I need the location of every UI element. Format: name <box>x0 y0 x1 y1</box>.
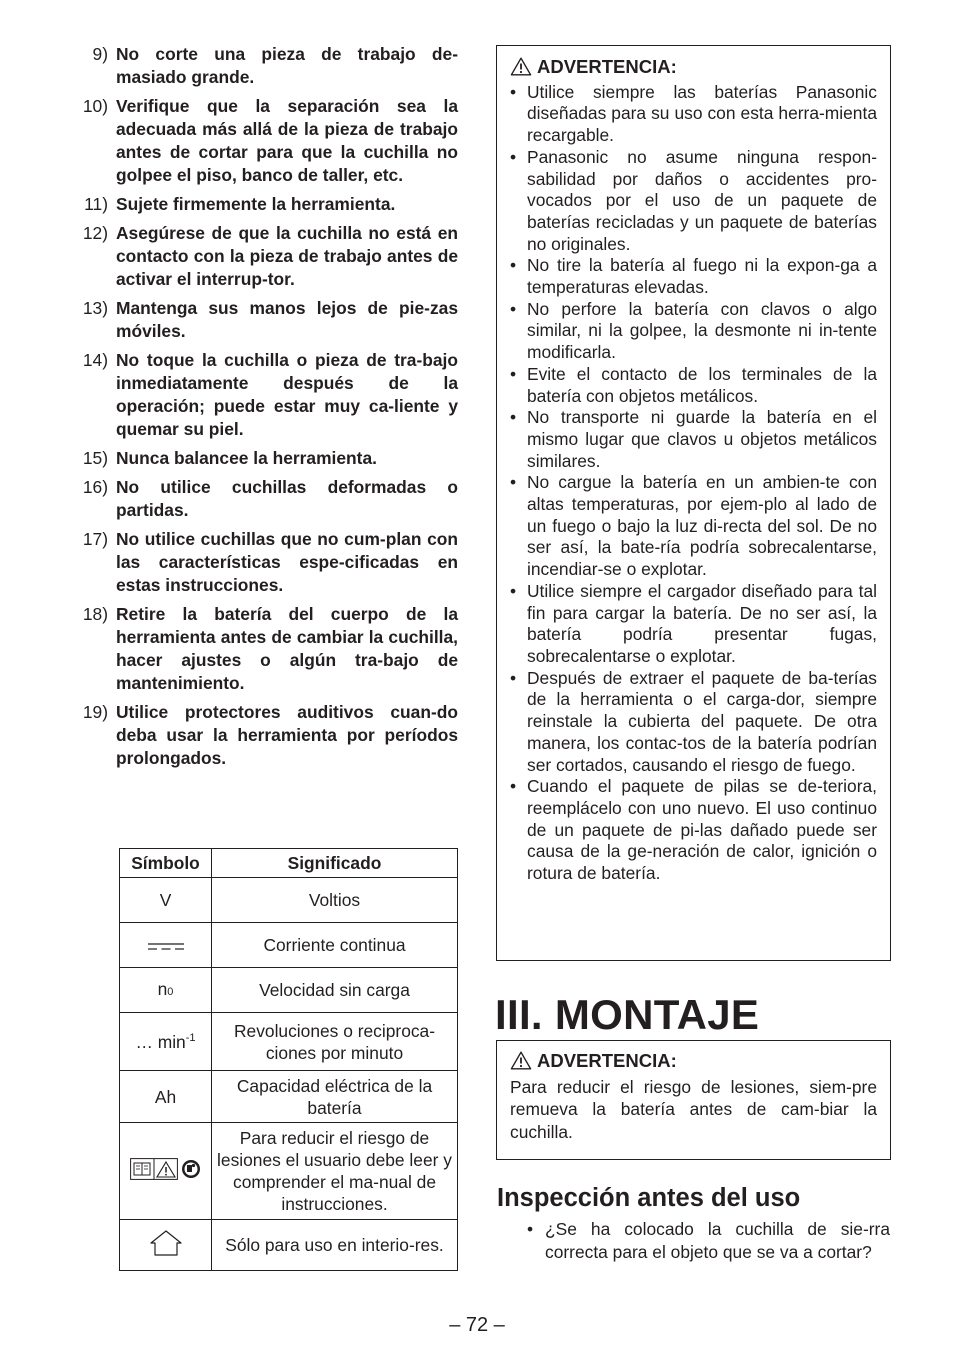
item-number: 9) <box>92 44 108 64</box>
item-text: Evite el contacto de los terminales de la batería con objetos metálicos. <box>527 363 877 406</box>
item-number: 19) <box>82 702 108 722</box>
table-row <box>120 1220 458 1271</box>
page-number: – 72 – <box>449 1314 505 1336</box>
item-text: Nunca balancee la herramienta. <box>116 448 377 468</box>
meaning-cell: Revoluciones o reciproca-ciones por minuto <box>212 1013 458 1071</box>
list-item <box>60 297 458 343</box>
item-text: No transporte ni guarde la batería en el mismo lugar que clavos u objetos metálicos similares. <box>527 407 877 471</box>
symbol-table <box>119 848 458 1271</box>
list-item <box>527 1218 890 1263</box>
list-item <box>510 364 877 407</box>
warning-triangle-icon <box>510 1051 532 1070</box>
warning-title: ADVERTENCIA: <box>537 1050 677 1071</box>
item-text: Mantenga sus manos lejos de pie-zas móviles. <box>116 298 458 341</box>
item-number: 15) <box>82 448 108 468</box>
item-text: Después de extraer el paquete de ba-terías de la herramienta o el carga-dor, siempre reinstale la cubierta del paquete. De otra manera, los contac-tos de la batería podrían ser cortados, causando el riesgo de fuego. <box>527 667 877 775</box>
meaning-cell: Voltios <box>212 878 458 923</box>
item-number: 13) <box>82 298 108 318</box>
item-text: Utilice siempre las baterías Panasonic diseñadas para su uso con esta herra-mienta recargable. <box>527 81 877 146</box>
item-text: No corte una pieza de trabajo de-masiado grande. <box>116 44 458 87</box>
subsection-title: Inspección antes del uso <box>497 1184 801 1212</box>
item-number: 17) <box>82 529 108 549</box>
symbol-text: n <box>157 978 168 999</box>
bullet: • <box>510 580 517 601</box>
item-number: 12) <box>82 223 108 243</box>
bullet: • <box>510 776 517 797</box>
indoor-use-icon <box>149 1229 183 1257</box>
inspection-list <box>527 1218 890 1263</box>
list-item <box>60 222 458 291</box>
item-text: No utilice cuchillas deformadas o partidas. <box>116 477 458 520</box>
bullet: • <box>510 667 517 688</box>
symbol-cell <box>120 1123 212 1220</box>
item-text: ¿Se ha colocado la cuchilla de sie-rra correcta para el objeto que se va a cortar? <box>545 1219 890 1262</box>
warning-heading <box>510 56 877 78</box>
bullet: • <box>527 1219 534 1239</box>
list-item <box>60 603 458 695</box>
read-manual-icons <box>130 1158 201 1180</box>
item-text: Asegúrese de que la cuchilla no está en contacto con la pieza de trabajo antes de activar el interrup-tor. <box>116 223 458 289</box>
list-item <box>510 147 877 256</box>
battery-warning-box <box>496 45 891 961</box>
item-number: 18) <box>82 604 108 624</box>
column-header-meaning: Significado <box>212 849 458 878</box>
list-item <box>60 447 458 470</box>
list-item <box>60 95 458 187</box>
bullet: • <box>510 472 517 493</box>
item-text: Panasonic no asume ninguna respon-sabilidad por daños o accidentes pro-vocados por el uso de un paquete de baterías recicladas y un paquete de baterías no originales. <box>527 146 877 254</box>
item-number: 14) <box>82 350 108 370</box>
meaning-cell: Para reducir el riesgo de lesiones el usuario debe leer y comprender el ma-nual de instrucciones. <box>212 1123 458 1220</box>
meaning-cell: Velocidad sin carga <box>212 968 458 1013</box>
table-row <box>120 1013 458 1071</box>
section-title: III. MONTAJE <box>495 991 760 1038</box>
read-instructions-icon <box>181 1159 201 1179</box>
item-text: No toque la cuchilla o pieza de tra-bajo inmediatamente después de la operación; puede estar muy ca-liente y quemar su piel. <box>116 350 458 439</box>
table-row <box>120 923 458 968</box>
item-text: Utilice protectores auditivos cuan-do deba usar la herramienta por períodos prolongados. <box>116 702 458 768</box>
column-header-symbol: Símbolo <box>120 849 212 878</box>
list-item <box>510 472 877 581</box>
list-item <box>510 407 877 472</box>
list-item <box>510 581 877 668</box>
table-row <box>120 1071 458 1123</box>
bullet: • <box>510 407 517 428</box>
list-item <box>510 299 877 364</box>
symbol-cell <box>120 968 212 1013</box>
list-item <box>510 82 877 147</box>
meaning-cell: Corriente continua <box>212 923 458 968</box>
manual-book-icon <box>130 1158 178 1180</box>
list-item <box>60 528 458 597</box>
warning-heading <box>510 1050 877 1072</box>
warning-text: Para reducir el riesgo de lesiones, siem-pre remueva la batería antes de cam-biar la cuchilla. <box>510 1076 877 1142</box>
warning-triangle-icon <box>510 57 532 76</box>
item-number: 11) <box>84 194 108 214</box>
list-item <box>60 193 458 216</box>
symbol-cell <box>120 1013 212 1071</box>
table-row <box>120 1123 458 1220</box>
bullet: • <box>510 255 517 276</box>
table-row <box>120 968 458 1013</box>
bullet: • <box>510 363 517 384</box>
symbol-superscript: -1 <box>185 1031 196 1044</box>
symbol-cell: V <box>120 878 212 923</box>
item-text: No cargue la batería en un ambien-te con altas temperaturas, por ejem-plo al lado de un fuego o bajo la luz di-recta del sol. De no ser así, la bate-ría podría sobrecalentarse, incendiar-se o explotar. <box>527 472 877 580</box>
item-text: No perfore la batería con clavos o algo similar, ni la golpee, la desmonte ni in-tente modificarla. <box>527 298 877 363</box>
item-text: Cuando el paquete de pilas se de-teriora, reemplácelo con uno nuevo. El uso continuo de un paquete de pi-las dañado puede ser causa de la ge-neración de calor, ignición o rotura de batería. <box>527 776 877 884</box>
meaning-cell: Capacidad eléctrica de la batería <box>212 1071 458 1123</box>
list-item <box>510 255 877 298</box>
item-text: Retire la batería del cuerpo de la herramienta antes de cambiar la cuchilla, hacer ajustes o algún tra-bajo de mantenimiento. <box>116 604 458 693</box>
bullet: • <box>510 81 517 102</box>
item-number: 10) <box>82 96 108 116</box>
item-text: Sujete firmemente la herramienta. <box>116 194 396 214</box>
table-row <box>120 878 458 923</box>
montaje-warning-box <box>496 1040 891 1160</box>
symbol-text: … min <box>135 1031 186 1052</box>
warning-title: ADVERTENCIA: <box>537 56 677 77</box>
bullet: • <box>510 146 517 167</box>
safety-instructions-list <box>60 43 458 776</box>
item-number: 16) <box>82 477 108 497</box>
meaning-cell: Sólo para uso en interio-res. <box>212 1220 458 1271</box>
item-text: No tire la batería al fuego ni la expon-ga a temperaturas elevadas. <box>527 255 877 298</box>
item-text: Utilice siempre el cargador diseñado para tal fin para cargar la batería. De no ser así, la batería podría presentar fugas, sobrecalentarse o explotar. <box>527 580 877 666</box>
bullet: • <box>510 298 517 319</box>
table-header-row <box>120 849 458 878</box>
list-item <box>60 701 458 770</box>
symbol-cell: Ah <box>120 1071 212 1123</box>
direct-current-icon <box>148 942 184 951</box>
item-text: Verifique que la separación sea la adecuada más allá de la pieza de trabajo antes de cortar para que la cuchilla no golpee el piso, banco de taller, etc. <box>116 96 458 185</box>
list-item <box>60 43 458 89</box>
list-item <box>510 668 877 777</box>
symbol-subscript: 0 <box>167 985 174 998</box>
list-item <box>60 349 458 441</box>
symbol-cell <box>120 1220 212 1271</box>
list-item <box>510 776 877 885</box>
list-item <box>60 476 458 522</box>
symbol-cell <box>120 923 212 968</box>
battery-warning-list <box>510 82 877 885</box>
item-text: No utilice cuchillas que no cum-plan con las características espe-cificadas en estas instrucciones. <box>116 529 458 595</box>
